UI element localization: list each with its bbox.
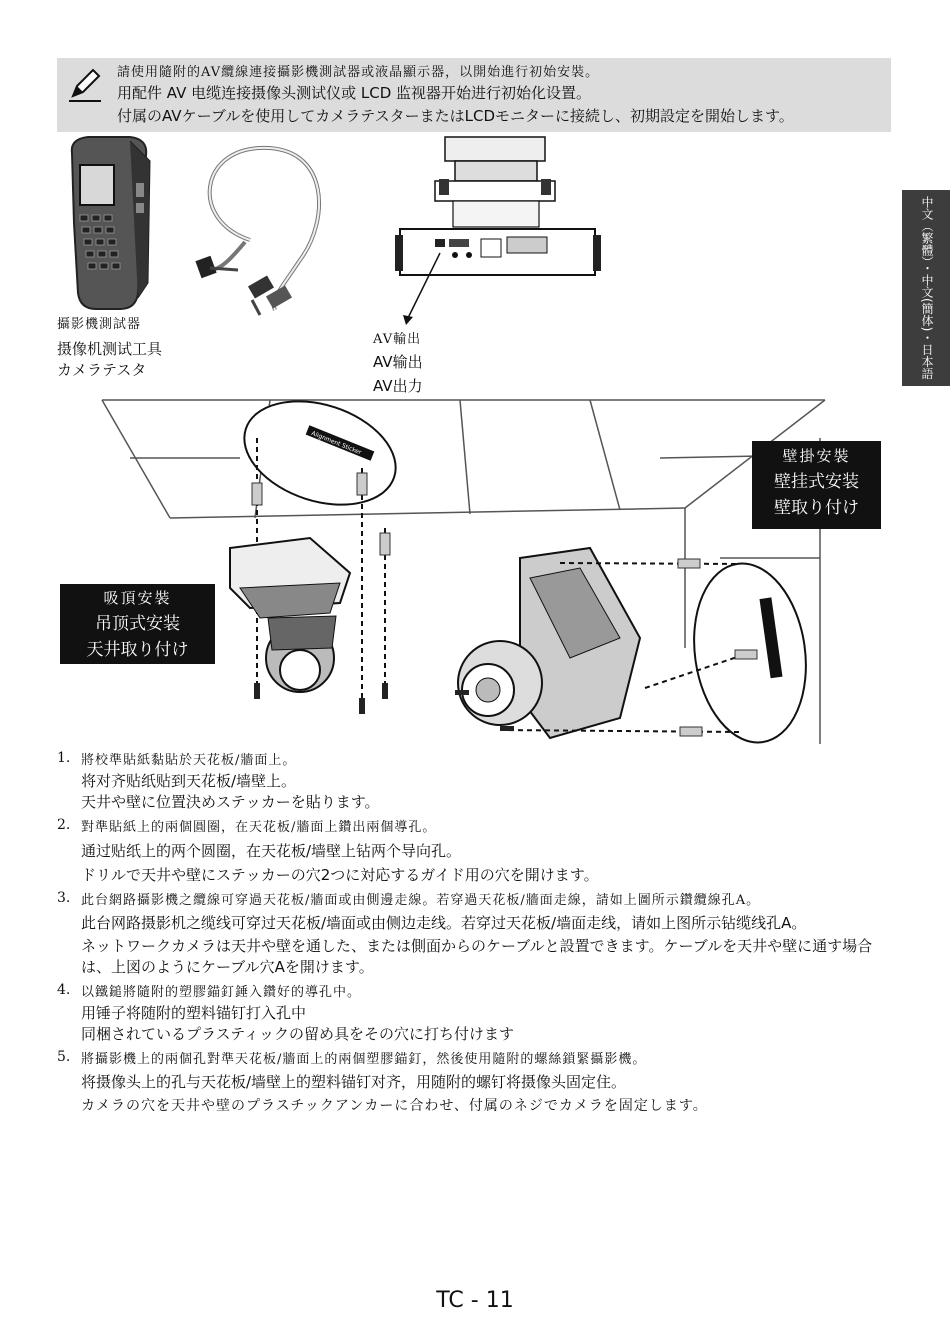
step-4	[57, 982, 897, 1045]
step-text-jp: カメラの穴を天井や壁のプラスチックアンカーに合わせ、付属のネジでカメラを固定します。	[81, 1098, 708, 1114]
step-text-tw: 此台網路攝影機之纜線可穿過天花板/牆面或由側邊走線。若穿過天花板/牆面走線，請如上圖所示鑽纜線孔A。	[81, 893, 761, 908]
step-number: 4.	[57, 982, 71, 998]
step-text-cn: 通过贴纸上的两个圆圈，在天花板/墙壁上钻两个导向孔。	[81, 842, 462, 860]
ceiling-mount-label	[60, 584, 215, 664]
tester-caption-tw: 攝影機測試器	[57, 317, 142, 332]
ceiling-sticker-label: Alignment Sticker	[310, 429, 363, 457]
note-line-jp: 付属のAVケーブルを使用してカメラテスターまたはLCDモニターに接続し、初期設定を開始します。	[117, 107, 794, 125]
ceiling-label-jp: 天井取り付け	[86, 640, 189, 660]
av-caption-cn: AV输出	[373, 353, 423, 371]
step-2	[57, 817, 897, 886]
step-number: 1.	[57, 750, 71, 766]
av-caption-tw: AV輸出	[373, 332, 422, 347]
step-text-cn: 将对齐贴纸贴到天花板/墙壁上。	[81, 772, 297, 790]
step-text-cn: 用锤子将随附的塑料锚钉打入孔中	[81, 1004, 307, 1022]
step-text-cn: 将摄像头上的孔与天花板/墙壁上的塑料锚钉对齐，用随附的螺钉将摄像头固定住。	[81, 1073, 627, 1091]
ceiling-label-tw: 吸頂安裝	[103, 589, 172, 607]
note-line-cn: 用配件 AV 电缆连接摄像头测试仪或 LCD 监视器开始进行初始化设置。	[117, 84, 592, 102]
step-3	[57, 890, 897, 978]
ceiling-label-cn: 吊顶式安装	[95, 614, 180, 634]
av-caption-jp: AV出力	[373, 377, 423, 395]
installation-room-illustration	[100, 398, 830, 748]
step-text-tw: 以鐵鎚將隨附的塑膠錨釘錘入鑽好的導孔中。	[81, 985, 362, 1000]
language-tab-text: 中文（繁體）・中文(簡体)・日本語	[920, 196, 934, 380]
step-text-jp: 天井や壁に位置決めステッカーを貼ります。	[81, 793, 380, 811]
av-cable-illustration	[190, 140, 340, 320]
tester-caption-jp: カメラテスタ	[57, 361, 147, 379]
page-number: TC - 11	[436, 1288, 514, 1313]
step-number: 3.	[57, 890, 71, 906]
step-text-cn: 此台网路摄影机之缆线可穿过天花板/墙面或由侧边走线。若穿过天花板/墙面走线，请如上图所示钻缆线孔A。	[81, 914, 807, 932]
step-text-jp: 同梱されているプラスティックの留め具をその穴に打ち付けます	[81, 1025, 515, 1043]
wall-label-tw: 壁掛安裝	[782, 447, 851, 465]
step-5	[57, 1049, 897, 1117]
step-text-tw: 對準貼紙上的兩個圓圈，在天花板/牆面上鑽出兩個導孔。	[81, 820, 437, 835]
step-text-tw: 將校準貼紙黏貼於天花板/牆面上。	[81, 753, 297, 768]
camera-av-port-illustration	[395, 135, 605, 325]
wall-label-jp: 壁取り付け	[774, 498, 859, 518]
note-box	[57, 58, 891, 132]
tester-caption-cn: 摄像机测试工具	[57, 340, 163, 358]
step-1	[57, 750, 897, 813]
wall-mount-label	[752, 441, 881, 529]
step-text-jp: ネットワークカメラは天井や壁を通した、または側面からのケーブルと設置できます。ケーブルを天井や壁に通す場合は、上図のようにケーブル穴Aを開けます。	[81, 937, 873, 976]
note-line-tw: 請使用隨附的AV纜線連接攝影機測試器或液晶顯示器，以開始進行初始安裝。	[117, 65, 600, 80]
pencil-icon	[63, 64, 103, 104]
step-text-jp: ドリルで天井や壁にステッカーの穴2つに対応するガイド用の穴を開けます。	[81, 866, 599, 884]
language-side-tab	[902, 190, 950, 386]
camera-tester-illustration	[60, 133, 160, 313]
step-text-tw: 將攝影機上的兩個孔對準天花板/牆面上的兩個塑膠錨釘，然後使用隨附的螺絲鎖緊攝影機。	[81, 1052, 647, 1067]
step-number: 2.	[57, 817, 71, 833]
step-number: 5.	[57, 1049, 71, 1065]
installation-steps	[57, 750, 897, 1121]
wall-label-cn: 壁挂式安装	[774, 472, 859, 492]
